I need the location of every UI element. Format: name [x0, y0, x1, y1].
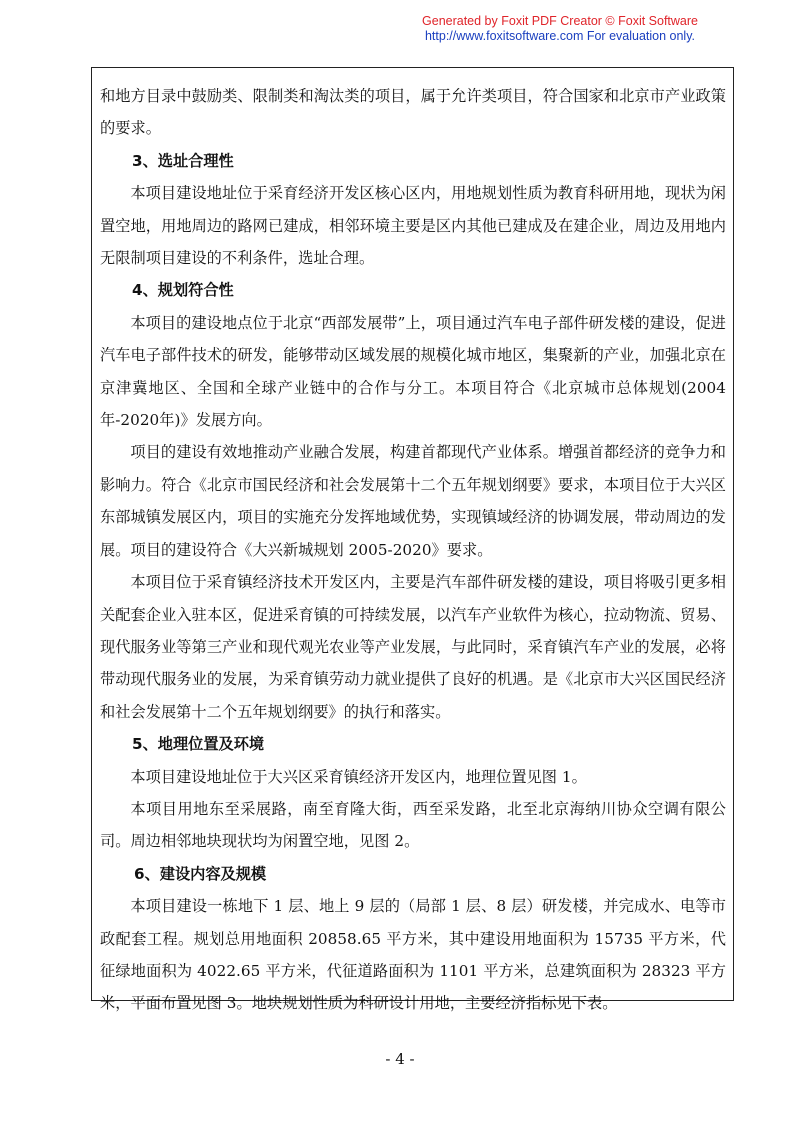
watermark-line-2: http://www.foxitsoftware.com For evaluation only. [424, 29, 696, 43]
section-heading-6: 6、建设内容及规模 [134, 864, 267, 883]
intro-paragraph: 和地方目录中鼓励类、限制类和淘汰类的项目，属于允许类项目，符合国家和北京市产业政策的要求。 [100, 87, 726, 138]
section-heading-3: 3、选址合理性 [132, 151, 234, 170]
watermark-line-1: Generated by Foxit PDF Creator © Foxit Software [422, 14, 698, 28]
paragraph-scale: 本项目建设一栋地下 1 层、地上 9 层的（局部 1 层、8 层）研发楼，并完成水、电等市政配套工程。规划总用地面积 20858.65 平方米，其中建设用地面积为 15735 平方米，代征绿地面积为 4022.65 平方米，代征道路面积为 1101 平方米，总建筑面积为 28323 平方米，平面布置见图 3。地块规划性质为科研设计用地，主要经济指标见下表。 [100, 897, 726, 1013]
section-heading-4: 4、规划符合性 [132, 281, 234, 300]
foxit-watermark [422, 14, 698, 44]
paragraph-planning-1: 本项目的建设地点位于北京“西部发展带”上，项目通过汽车电子部件研发楼的建设，促进汽车电子部件技术的研发，能够带动区域发展的规模化城市地区，集聚新的产业，加强北京在京津冀地区、全国和全球产业链中的合作与分工。本项目符合《北京城市总体规划(2004年-2020年)》发展方向。 [100, 313, 726, 430]
paragraph-location-1: 本项目建设地址位于大兴区采育镇经济开发区内，地理位置见图 1。 [130, 767, 587, 786]
paragraph-location-2: 本项目用地东至采展路，南至育隆大街，西至采发路，北至北京海纳川协众空调有限公司。周边相邻地块现状均为闲置空地，见图 2。 [100, 799, 726, 851]
section-heading-5: 5、地理位置及环境 [132, 735, 265, 754]
document-body [100, 80, 726, 1020]
paragraph-planning-3: 本项目位于采育镇经济技术开发区内，主要是汽车部件研发楼的建设，项目将吸引更多相关配套企业入驻本区，促进采育镇的可持续发展，以汽车产业软件为核心，拉动物流、贸易、现代服务业等第三产业和现代观光农业等产业发展，与此同时，采育镇汽车产业的发展，必将带动现代服务业的发展，为采育镇劳动力就业提供了良好的机遇。是《北京市大兴区国民经济和社会发展第十二个五年规划纲要》的执行和落实。 [100, 573, 726, 721]
paragraph-site-selection: 本项目建设地址位于采育经济开发区核心区内，用地规划性质为教育科研用地，现状为闲置空地，用地周边的路网已建成，相邻环境主要是区内其他已建成及在建企业，周边及用地内无限制项目建设的不利条件，选址合理。 [100, 184, 726, 268]
page-number: - 4 - [385, 1050, 415, 1068]
paragraph-planning-2: 项目的建设有效地推动产业融合发展，构建首都现代产业体系。增强首都经济的竞争力和影响力。符合《北京市国民经济和社会发展第十二个五年规划纲要》要求，本项目位于大兴区东部城镇发展区内，项目的实施充分发挥地域优势，实现镇域经济的协调发展，带动周边的发展。项目的建设符合《大兴新城规划 2005-2020》要求。 [100, 443, 726, 559]
